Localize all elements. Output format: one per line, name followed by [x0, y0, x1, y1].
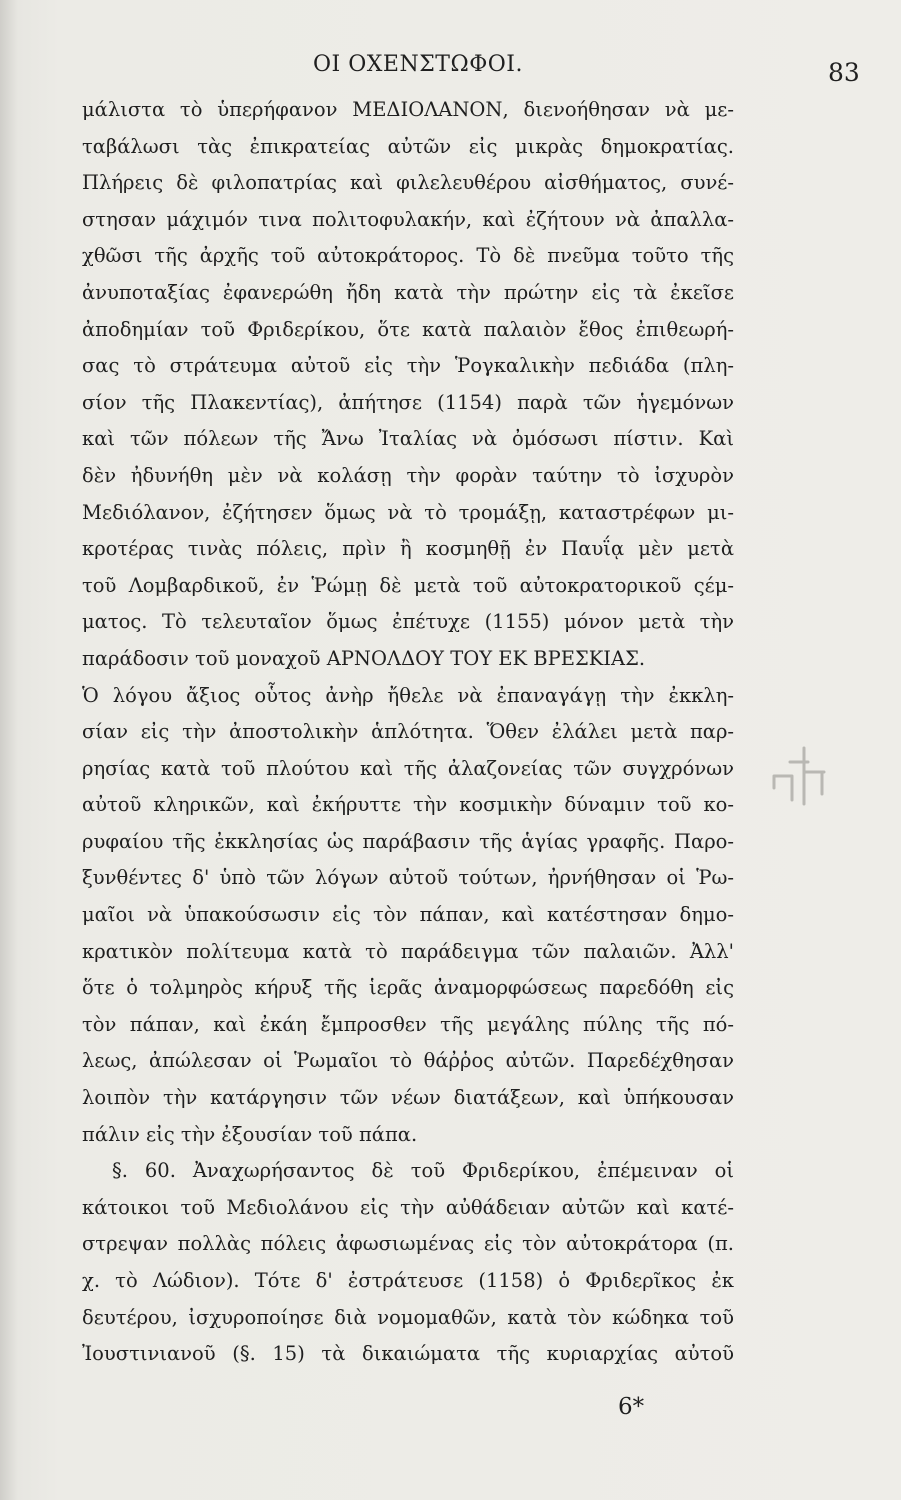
text-line: λοιπὸν τὴν κατάργησιν τῶν νέων διατάξεων, καὶ ὑπήκουσαν: [82, 1086, 734, 1110]
text-line: ματος. Τὸ τελευταῖον ὅμως ἐπέτυχε (1155) μόνον μετὰ τὴν: [82, 610, 734, 634]
text-line: δευτέρου, ἰσχυροποίησε διὰ νομομαθῶν, κατὰ τὸν κώδηκα τοῦ: [82, 1305, 734, 1329]
running-title: ΟΙ ΟΧΕΝΣΤΩΦΟΙ.: [313, 52, 523, 77]
text-line: στρεψαν πολλὰς πόλεις ἀφωσιωμένας εἰς τὸν αὐτοκράτορα (π.: [82, 1232, 734, 1256]
text-line: σίον τῆς Πλακεντίας), ἀπήτησε (1154) παρὰ τῶν ἡγεμόνων: [82, 390, 734, 414]
text-line: Μεδιόλανον, ἐζήτησεν ὅμως νὰ τὸ τρομάξῃ, καταστρέφων μι-: [82, 500, 734, 524]
page-number: 83: [828, 58, 860, 87]
text-line: καὶ τῶν πόλεων τῆς Ἄνω Ἰταλίας νὰ ὀμόσωσι πίστιν. Καὶ: [82, 427, 734, 451]
text-line: σας τὸ στράτευμα αὐτοῦ εἰς τὴν Ῥογκαλικὴν πεδιάδα (πλη-: [82, 354, 734, 378]
text-line: μαῖοι νὰ ὑπακούσωσιν εἰς τὸν πάπαν, καὶ κατέστησαν δημο-: [82, 903, 734, 927]
printer-signature-mark: 6*: [618, 1394, 645, 1420]
text-line: ὅτε ὁ τολμηρὸς κήρυξ τῆς ἱερᾶς ἀναμορφώσεως παρεδόθη εἰς: [82, 976, 734, 1000]
text-line: ρησίας κατὰ τοῦ πλούτου καὶ τῆς ἀλαζονείας τῶν συγχρόνων: [82, 756, 734, 780]
text-line: σίαν εἰς τὴν ἀποστολικὴν ἁπλότητα. Ὅθεν ἐλάλει μετὰ παρ-: [82, 720, 734, 744]
text-line: λεως, ἀπώλεσαν οἱ Ῥωμαῖοι τὸ θάῤῥος αὐτῶν. Παρεδέχθησαν: [82, 1049, 734, 1073]
body-text: [82, 92, 734, 1373]
text-line: ἀποδημίαν τοῦ Φριδερίκου, ὅτε κατὰ παλαιὸν ἔθος ἐπιθεωρή-: [82, 317, 734, 341]
pencil-cross-mark-icon: [768, 742, 828, 812]
text-line: τοῦ Λομβαρδικοῦ, ἐν Ῥώμῃ δὲ μετὰ τοῦ αὐτοκρατορικοῦ ςέμ-: [82, 573, 734, 597]
text-line: δὲν ἠδυνήθη μὲν νὰ κολάσῃ τὴν φορὰν ταύτην τὸ ἰσχυρὸν: [82, 463, 734, 487]
section-start-line: §. 60. Ἀναχωρήσαντος δὲ τοῦ Φριδερίκου, ἐπέμειναν οἱ: [112, 1159, 734, 1183]
text-line: ταβάλωσι τὰς ἐπικρατείας αὐτῶν εἰς μικρὰς δημοκρατίας.: [82, 134, 734, 158]
text-line: κροτέρας τινὰς πόλεις, πρὶν ἢ κοσμηθῇ ἐν Παυΐᾳ μὲν μετὰ: [82, 537, 734, 561]
text-line: Ὁ λόγου ἄξιος οὗτος ἀνὴρ ἤθελε νὰ ἐπαναγάγῃ τὴν ἐκκλη-: [82, 683, 734, 707]
text-line: στησαν μάχιμόν τινα πολιτοφυλακήν, καὶ ἐζήτουν νὰ ἀπαλλα-: [82, 207, 734, 231]
text-line: κρατικὸν πολίτευμα κατὰ τὸ παράδειγμα τῶν παλαιῶν. Ἀλλ': [82, 939, 734, 963]
text-line: ρυφαίου τῆς ἐκκλησίας ὡς παράβασιν τῆς ἁγίας γραφῆς. Παρο-: [82, 829, 734, 853]
text-line: αὐτοῦ κληρικῶν, καὶ ἐκήρυττε τὴν κοσμικὴν δύναμιν τοῦ κο-: [82, 793, 734, 817]
text-line: χθῶσι τῆς ἀρχῆς τοῦ αὐτοκράτορος. Τὸ δὲ πνεῦμα τοῦτο τῆς: [82, 244, 734, 268]
text-line: πάλιν εἰς τὴν ἐξουσίαν τοῦ πάπα.: [82, 1122, 418, 1146]
text-line: κάτοικοι τοῦ Μεδιολάνου εἰς τὴν αὐθάδειαν αὐτῶν καὶ κατέ-: [82, 1195, 734, 1219]
text-line: χ. τὸ Λώδιον). Τότε δ' ἐστράτευσε (1158) ὁ Φριδερῖκος ἐκ: [82, 1269, 734, 1292]
text-line: ἀνυποταξίας ἐφανερώθη ἤδη κατὰ τὴν πρώτην εἰς τὰ ἐκεῖσε: [82, 280, 734, 304]
text-line: Πλήρεις δὲ φιλοπατρίας καὶ φιλελευθέρου αἰσθήματος, συνέ-: [82, 171, 734, 195]
text-line: ξυνθέντες δ' ὑπὸ τῶν λόγων αὐτοῦ τούτων, ἠρνήθησαν οἱ Ῥω-: [82, 866, 734, 890]
text-line: τὸν πάπαν, καὶ ἐκάη ἔμπροσθεν τῆς μεγάλης πύλης τῆς πό-: [82, 1012, 734, 1036]
text-line: παράδοσιν τοῦ μοναχοῦ ΑΡΝΟΛΔΟΥ ΤΟΥ ΕΚ ΒΡΕΣΚΙΑΣ.: [82, 646, 646, 670]
page-header: [0, 52, 901, 92]
text-line: Ἰουστινιανοῦ (§. 15) τὰ δικαιώματα τῆς κυριαρχίας αὐτοῦ: [82, 1342, 734, 1366]
text-line: μάλιστα τὸ ὑπερήφανον ΜΕΔΙΟΛΑΝΟΝ, διενοήθησαν νὰ με-: [82, 98, 734, 121]
